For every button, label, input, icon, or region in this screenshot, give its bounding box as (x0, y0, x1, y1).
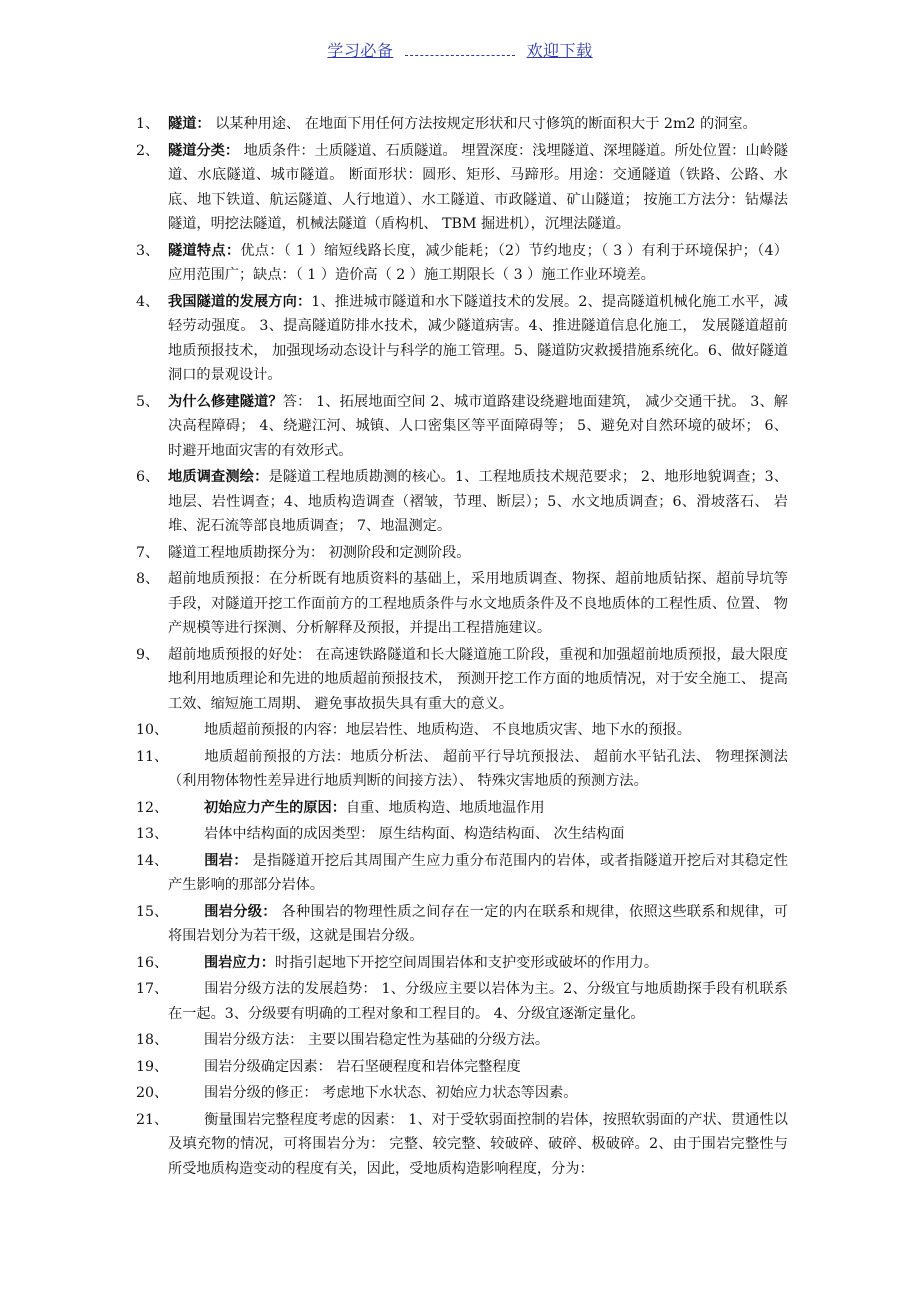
item-number: 21、 (136, 1111, 169, 1128)
item-text: 衡量围岩完整程度考虑的因素： 1、对于受软弱面控制的岩体，按照软弱面的产状、贯通性以及填充物的情况，可将围岩分为： 完整、较完整、较破碎、破碎、极破碎。2、由于围岩完整性与所受地质构造变动的程度有关，因此，受地质构造影响程度，分为： (168, 1111, 788, 1177)
item-number: 4、 (136, 293, 160, 310)
item-text: 围岩分级的修正： 考虑地下水状态、初始应力状态等因素。 (204, 1085, 578, 1101)
item-number: 20、 (136, 1085, 169, 1101)
list-item (136, 390, 788, 464)
header-separator (405, 43, 515, 56)
item-text: 地质超前预报的方法：地质分析法、 超前平行导坑预报法、 超前水平钻孔法、 物理探测法（利用物体物性差异进行地质判断的间接方法）、 特殊灾害地质的预测方法。 (168, 748, 788, 789)
item-title: 初始应力产生的原因： (204, 799, 346, 816)
item-number: 14、 (136, 852, 169, 869)
item-number: 7、 (136, 544, 160, 561)
list-item (136, 718, 788, 743)
item-number: 15、 (136, 903, 169, 920)
item-text: 是指隧道开挖后其周围产生应力重分布范围内的岩体，或者指隧道开挖后对其稳定性产生影响的那部分岩体。 (168, 852, 788, 893)
document-body (136, 112, 788, 1183)
item-number: 12、 (136, 799, 169, 816)
item-title: 隧道分类： (168, 142, 240, 159)
item-text: 地质条件：土质隧道、石质隧道。 埋置深度：浅埋隧道、深埋隧道。所处位置：山岭隧道、水底隧道、城市隧道。 断面形状：圆形、矩形、马蹄形。用途：交通隧道（铁路、公路、水底、地下铁道、航运隧道、人行地道）、水工隧道、市政隧道、矿山隧道； 按施工方法分：钻爆法隧道，明挖法隧道，机械法隧道（盾构机、 TBM 掘进机），沉埋法隧道。 (168, 142, 788, 232)
list-item (136, 849, 788, 898)
list-item (136, 290, 788, 388)
item-text: 以某种用途、 在地面下用任何方法按规定形状和尺寸修筑的断面积大于 2m2 的洞室。 (210, 116, 757, 132)
item-number: 18、 (136, 1032, 169, 1048)
item-text: 岩体中结构面的成因类型： 原生结构面、构造结构面、 次生结构面 (204, 826, 625, 842)
item-title: 围岩分级： (204, 903, 277, 920)
item-number: 8、 (136, 571, 160, 587)
item-number: 17、 (136, 981, 169, 997)
item-text: 各种围岩的物理性质之间存在一定的内在联系和规律，依照这些联系和规律，可将围岩划分为若干级，这就是围岩分级。 (168, 903, 788, 944)
list-item (136, 951, 788, 976)
item-number: 3、 (136, 242, 160, 259)
item-text: 时指引起地下开挖空间周围岩体和支护变形或破坏的作用力。 (274, 954, 659, 971)
list-item (136, 745, 788, 794)
item-number: 5、 (136, 393, 160, 410)
item-number: 10、 (136, 722, 169, 738)
item-number: 6、 (136, 469, 160, 485)
item-number: 19、 (136, 1058, 169, 1075)
item-title: 围岩应力： (204, 954, 275, 971)
list-item (136, 239, 788, 288)
item-title: 地质调查测绘： (168, 469, 269, 485)
item-text: 超前地质预报的好处： 在高速铁路隧道和长大隧道施工阶段，重视和加强超前地质预报，最大限度地利用地质理论和先进的地质超前预报技术， 预测开挖工作方面的地质情况，对于安全施工、 提高工效、缩短施工周期、 避免事故损失具有重大的意义。 (168, 646, 788, 712)
item-title: 我国隧道的发展方向： (168, 293, 312, 310)
list-item (136, 1055, 788, 1080)
item-text: 1、推进城市隧道和水下隧道技术的发展。2、提高隧道机械化施工水平，减轻劳动强度。 3、提高隧道防排水技术，减少隧道病害。4、推进隧道信息化施工， 发展隧道超前地质预报技术， 加强现场动态设计与科学的施工管理。5、隧道防灾救援措施系统化。6、做好隧道洞口的景观设计。 (168, 293, 788, 383)
list-item (136, 822, 788, 847)
page-header (0, 38, 920, 61)
item-title: 围岩： (204, 852, 248, 869)
item-text: 围岩分级方法： 主要以围岩稳定性为基础的分级方法。 (204, 1032, 550, 1048)
item-text: 围岩分级方法的发展趋势： 1、分级应主要以岩体为主。2、分级宜与地质勘探手段有机联系在一起。3、分级要有明确的工程对象和工程目的。 4、分级宜逐渐定量化。 (168, 981, 788, 1022)
item-number: 11、 (136, 748, 169, 765)
item-text: 是隧道工程地质勘测的核心。1、工程地质技术规范要求； 2、地形地貌调查；3、地层、岩性调查；4、地质构造调查（褶皱，节理、断层）；5、水文地质调查；6、滑坡落石、 岩堆、泥石流等部良地质调查； 7、地温测定。 (168, 469, 788, 534)
header-right-text: 欢迎下载 (526, 41, 593, 60)
list-item (136, 567, 788, 641)
item-number: 9、 (136, 646, 160, 663)
item-text: 隧道工程地质勘探分为： 初测阶段和定测阶段。 (168, 544, 471, 561)
item-title: 隧道： (168, 116, 211, 132)
item-text: 自重、地质构造、地质地温作用 (345, 799, 545, 816)
item-number: 1、 (136, 116, 160, 132)
item-title: 为什么修建隧道？ (168, 393, 283, 410)
list-item (136, 465, 788, 539)
list-item (136, 541, 788, 566)
list-item (136, 1081, 788, 1106)
header-left-text: 学习必备 (327, 41, 394, 60)
item-title: 隧道特点： (168, 242, 241, 259)
item-text: 围岩分级确定因素： 岩石坚硬程度和岩体完整程度 (204, 1058, 521, 1075)
list-item (136, 796, 788, 821)
list-item (136, 1028, 788, 1053)
list-item (136, 139, 788, 237)
list-item (136, 112, 788, 137)
item-text: 答： 1、拓展地面空间 2、城市道路建设绕避地面建筑， 减少交通干扰。 3、解决高程障碍； 4、绕避江河、城镇、人口密集区等平面障碍等； 5、避免对自然环境的破坏； 6、时避开地面灾害的有效形式。 (168, 393, 788, 459)
item-text: 优点：（ 1 ）缩短线路长度，减少能耗；（2）节约地皮；（ 3 ）有利于环境保护；（4）应用范围广；缺点：（ 1 ）造价高（ 2 ）施工期限长（ 3 ）施工作业环境差。 (168, 242, 788, 283)
list-item (136, 977, 788, 1026)
list-item (136, 900, 788, 949)
list-item (136, 643, 788, 717)
item-number: 13、 (136, 826, 169, 842)
item-text: 超前地质预报：在分析既有地质资料的基础上，采用地质调查、物探、超前地质钻探、超前导坑等手段，对隧道开挖工作面前方的工程地质条件与水文地质条件及不良地质体的工程性质、位置、 物产规模等进行探测、分析解释及预报，并提出工程措施建议。 (168, 571, 788, 636)
item-text: 地质超前预报的内容：地层岩性、地质构造、 不良地质灾害、地下水的预报。 (204, 722, 691, 738)
item-number: 2、 (136, 142, 160, 159)
item-number: 16、 (136, 954, 169, 971)
list-item (136, 1108, 788, 1182)
